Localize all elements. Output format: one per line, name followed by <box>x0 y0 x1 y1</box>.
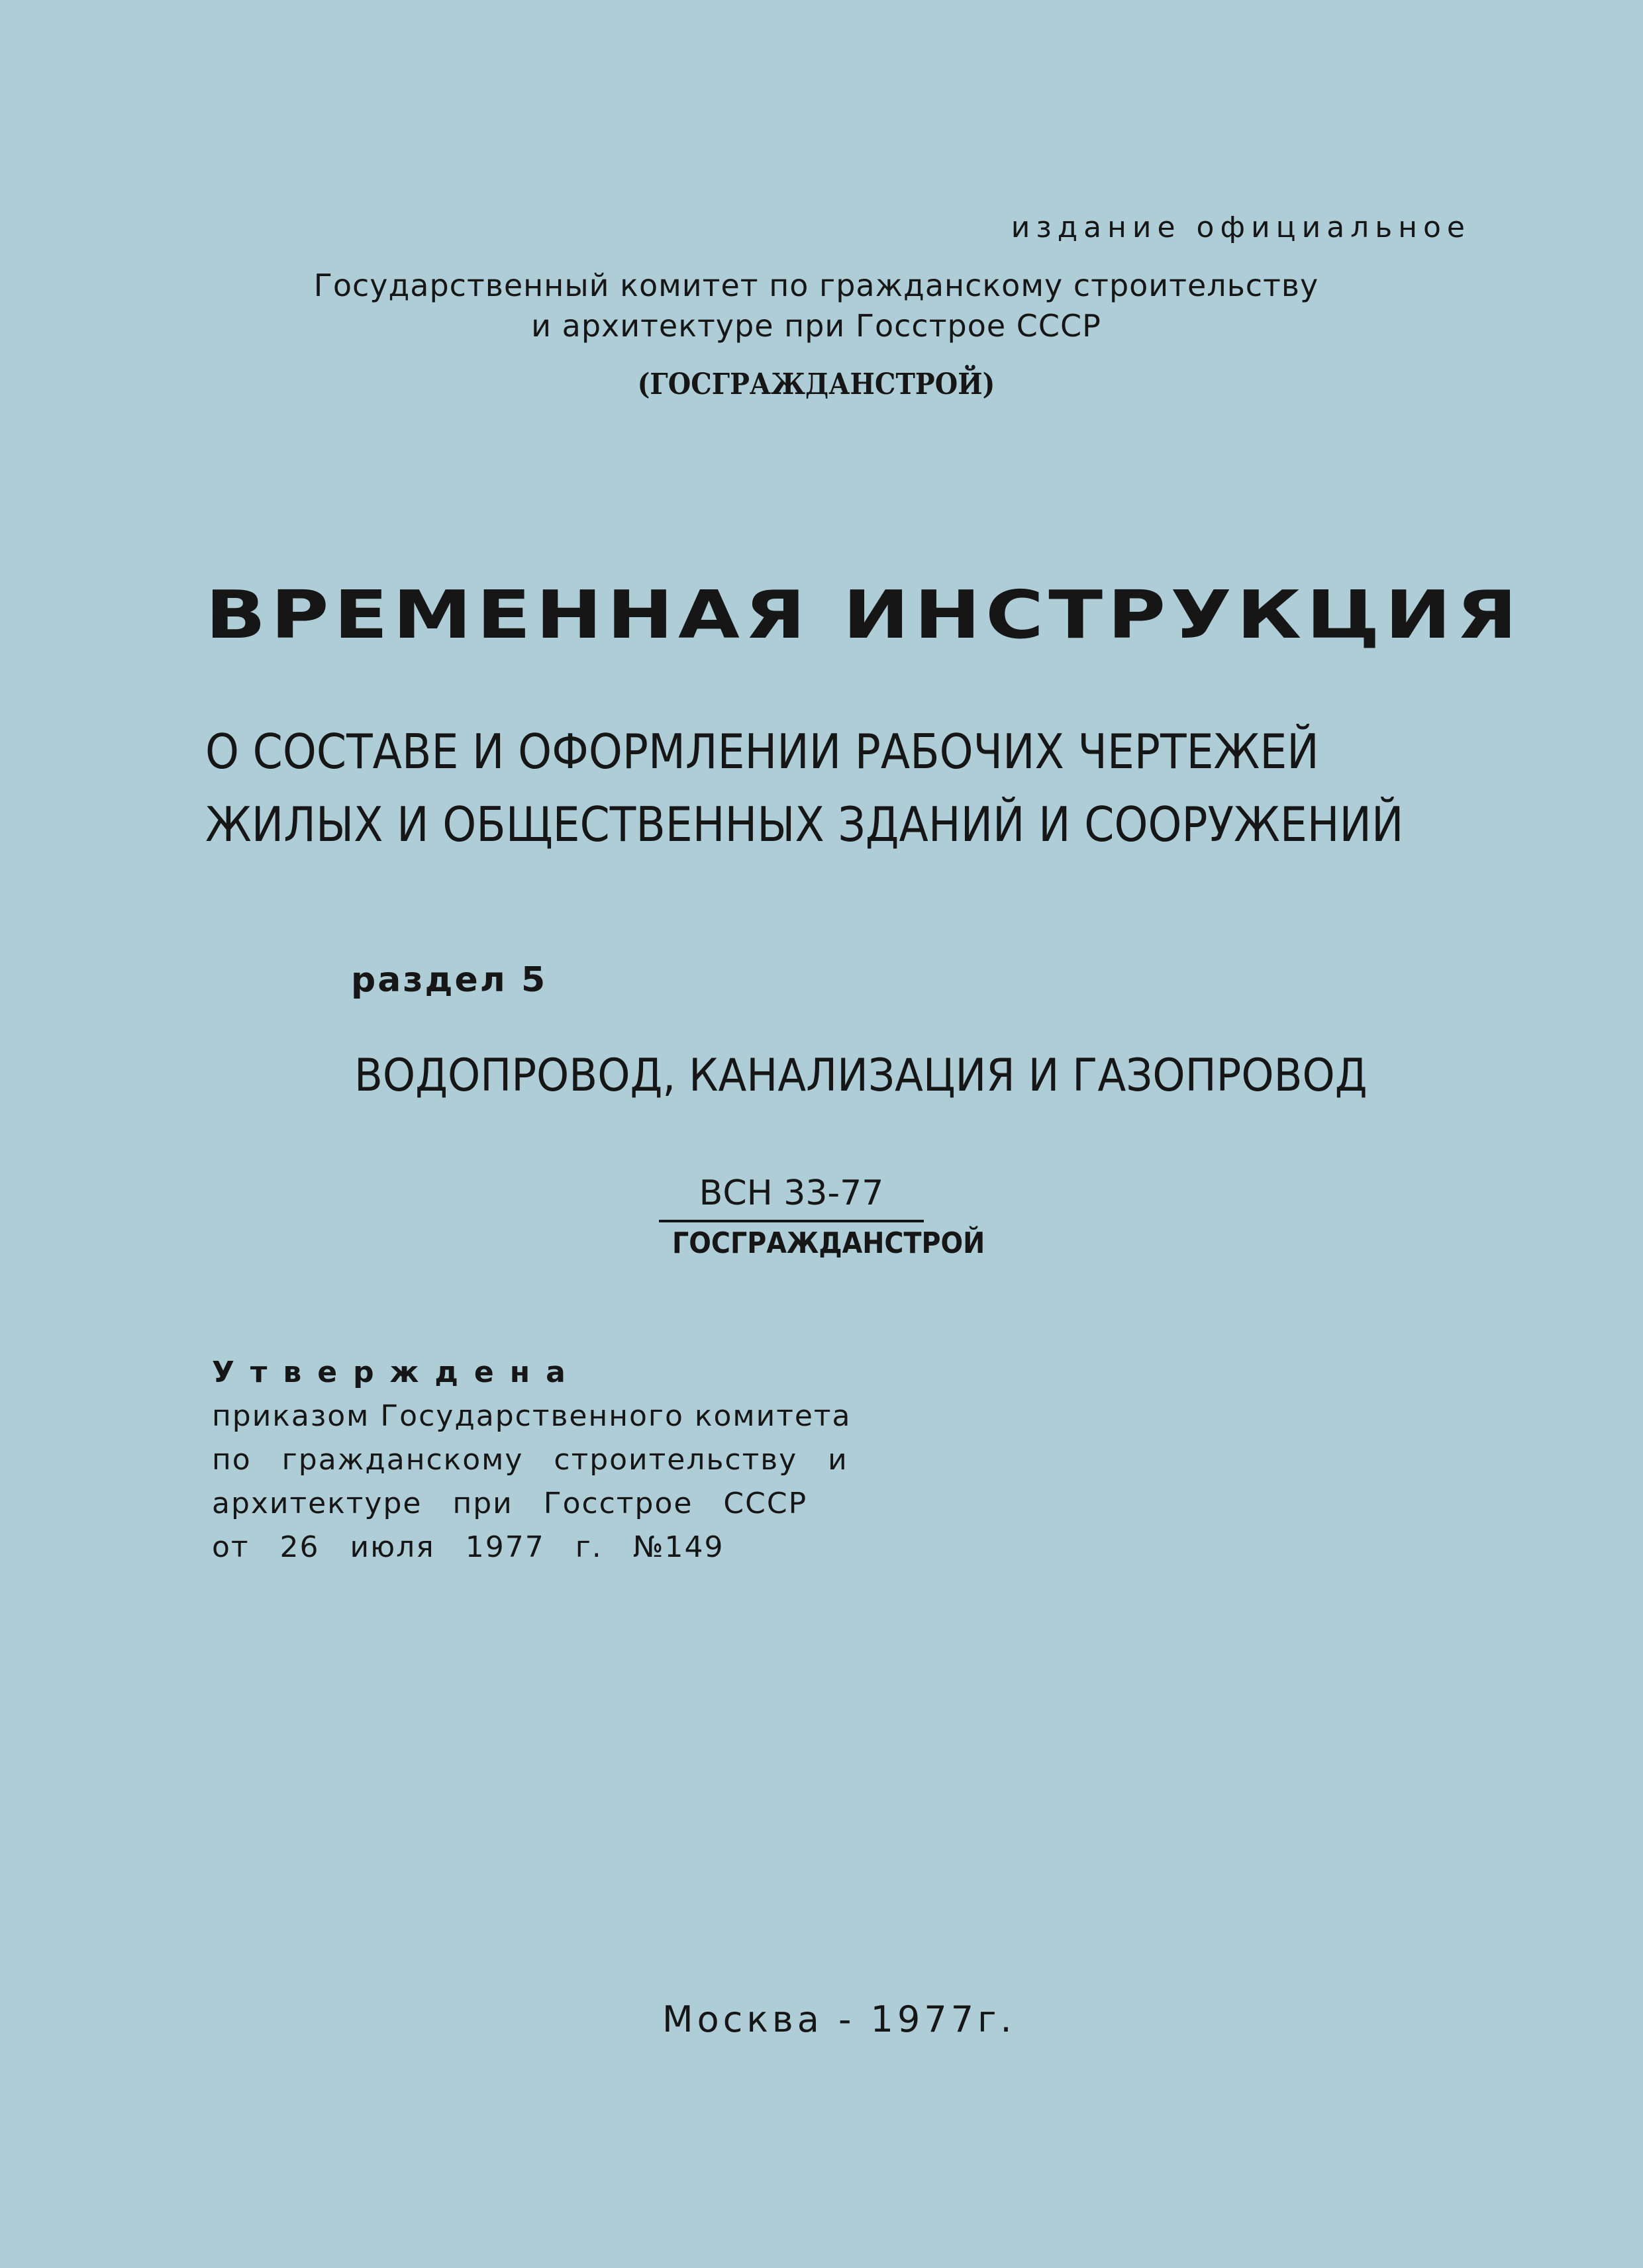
committee-name-line-2: и архитектуре при Госстрое СССР <box>531 308 1101 344</box>
committee-name-line-1: Государственный комитет по гражданскому строительству <box>313 268 1319 303</box>
document-code-organization: ГОСГРАЖДАНСТРОЙ <box>672 1226 985 1260</box>
approval-line-1: приказом Государственного комитета <box>212 1399 852 1433</box>
section-title: ВОДОПРОВОД, КАНАЛИЗАЦИЯ И ГАЗОПРОВОД <box>354 1050 1368 1102</box>
approval-line-4: от 26 июля 1977 г. №149 <box>212 1530 724 1564</box>
city-year: Москва - 1977г. <box>662 1998 1016 2040</box>
document-subtitle-line-1: О СОСТАВЕ И ОФОРМЛЕНИИ РАБОЧИХ ЧЕРТЕЖЕЙ <box>205 724 1319 779</box>
document-code-number: ВСН 33-77 <box>659 1173 924 1222</box>
document-subtitle-line-2: ЖИЛЫХ И ОБЩЕСТВЕННЫХ ЗДАНИЙ И СООРУЖЕНИЙ <box>205 797 1404 852</box>
approval-heading: Утверждена <box>212 1356 581 1389</box>
section-label: раздел 5 <box>351 960 548 1000</box>
document-title: ВРЕМЕННАЯ ИНСТРУКЦИЯ <box>205 576 1522 654</box>
approval-line-3: архитектуре при Госстрое СССР <box>212 1487 808 1520</box>
document-code-block <box>659 1173 985 1260</box>
approval-block <box>212 1351 852 1569</box>
approval-line-2: по гражданскому строительству и <box>212 1443 848 1477</box>
edition-note: издание официальное <box>1011 211 1471 244</box>
committee-abbreviation: (ГОСГРАЖДАНСТРОЙ) <box>637 368 995 401</box>
